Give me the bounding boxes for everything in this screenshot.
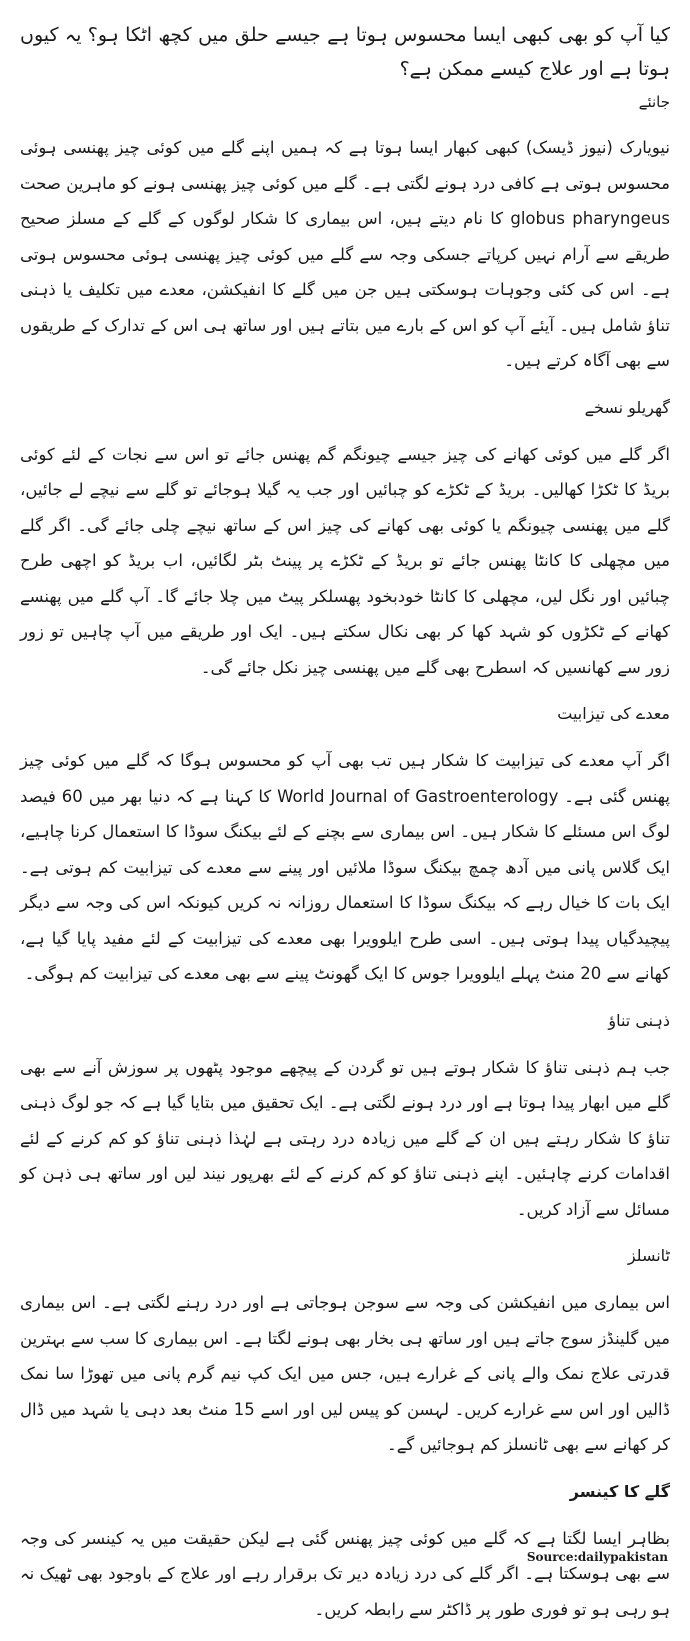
section-body-home-remedies: اگر گلے میں کوئی کھانے کی چیز جیسے چیونگم گم پھنس جائے تو اس سے نجات کے لئے کوئی بریڈ کا ٹکڑا کھالیں۔ بریڈ کے ٹکڑے کو چبائیں اور جب یہ گیلا ہوجائے تو گلے سے نیچے لے جائیں، گلے میں پھنسی چیونگم یا کوئی بھی کھانے کی چیز اس کے ساتھ نیچے چلی جائے گی۔ اگر گلے میں مچھلی کا کانٹا پھنس جائے تو بریڈ کے ٹکڑے پر پینٹ بٹر لگائیں، اب بریڈ کو اچھی طرح چبائیں اور نگل لیں، مچھلی کا کانٹا خودبخود پھسلکر پیٹ میں چلا جائے گا۔ آپ گلے میں پھنسے کھانے کے ٹکڑوں کو شہد کھا کر بھی نکال سکتے ہیں۔ ایک اور طریقے میں آپ چاہیں تو زور زور سے کھانسیں کہ اسطرح بھی گلے میں پھنسی چیز نکل جائے گی۔ [20, 444, 670, 677]
section-heading-stress: ذہنی تناؤ [608, 1010, 670, 1030]
section-heading-home-remedies: گھریلو نسخے [584, 397, 670, 417]
source-credit: Source:dailypakistan [526, 1550, 668, 1564]
section-body-tonsils: اس بیماری میں انفیکشن کی وجہ سے سوجن ہوجاتی ہے اور درد رہنے لگتی ہے۔ اس بیماری میں گلینڈز سوج جاتے ہیں اور ساتھ ہی بخار بھی ہونے لگتا ہے۔ اس بیماری کا سب سے بہترین قدرتی علاج نمک والے پانی کے غرارے ہیں، جس میں ایک کپ نیم گرم پانی میں تھوڑا سا نمک ڈالیں اور اس سے غرارے کریں۔ لہسن کو پیس لیں اور اسے 15 منٹ بعد دہی یا شہد میں ڈال کر کھانے سے بھی ٹانسلز کم ہوجائیں گے۔ [20, 1293, 670, 1454]
article-title: کیا آپ کو بھی کبھی ایسا محسوس ہوتا ہے جیسے حلق میں کچھ اٹکا ہو؟ یہ کیوں ہوتا ہے اور علاج کیسے ممکن ہے؟ [20, 24, 670, 80]
section-body-acidity: اگر آپ معدے کی تیزابیت کا شکار ہیں تب بھی آپ کو محسوس ہوگا کہ گلے میں کوئی چیز پھنس گئی ہے۔ World Journal of Gastroenterology کا کہنا ہے کہ دنیا بھر میں 60 فیصد لوگ اس مسئلے کا شکار ہیں۔ اس بیماری سے بچنے کے لئے بیکنگ سوڈا کا استعمال کرنا چاہیے، ایک گلاس پانی میں آدھ چمچ بیکنگ سوڈا ملائیں اور پینے سے معدے کی تیزابیت کم ہوتی ہے۔ ایک بات کا خیال رہے کہ بیکنگ سوڈا کا استعمال روزانہ نہ کریں کیونکہ اس کی وجہ سے دیگر پیچیدگیاں پیدا ہوتی ہیں۔ اسی طرح ایلوویرا بھی معدے کی تیزابیت کے لئے مفید پایا گیا ہے، کھانے سے 20 منٹ پہلے ایلوویرا جوس کا ایک گھونٹ پینے سے بھی معدے کی تیزابیت کم ہوگی۔ [20, 751, 670, 983]
article-subtitle: جانئے [638, 93, 670, 111]
section-heading-tonsils: ٹانسلز [627, 1246, 670, 1265]
article [20, 18, 670, 1641]
section-heading-acidity: معدے کی تیزابیت [557, 704, 670, 723]
intro-paragraph: نیویارک (نیوز ڈیسک) کبھی کبھار ایسا ہوتا ہے کہ ہمیں اپنے گلے میں کوئی چیز پھنسی ہوئی محسوس ہوتی ہے کافی درد ہونے لگتی ہے۔ گلے میں کوئی چیز پھنسی ہونے کو ماہرین صحت globus pharyngeus کا نام دیتے ہیں، اس بیماری کا شکار لوگوں کے گلے کے مسلز صحیح طریقے سے آرام نہیں کرپاتے جسکی وجہ سے گلے میں کوئی چیز پھنسی ہوئی محسوس ہوتی ہے۔ اس کی کئی وجوہات ہوسکتی ہیں جن میں گلے کا انفیکشن، معدے میں تکلیف یا ذہنی تناؤ شامل ہیں۔ آیئے آپ کو اس کے بارے میں بتاتے ہیں اور ساتھ ہی اس کے تدارک کے طریقوں سے بھی آگاہ کرتے ہیں۔ [20, 138, 670, 370]
section-body-throat-cancer: بظاہر ایسا لگتا ہے کہ گلے میں کوئی چیز پھنس گئی ہے لیکن حقیقت میں یہ کینسر کی وجہ سے بھی ہوسکتا ہے۔ اگر گلے کی درد زیادہ دیر تک برقرار رہے اور علاج کے باوجود بھی ٹھیک نہ ہو رہی ہو تو فوری طور پر ڈاکٹر سے رابطہ کریں۔ [20, 1528, 670, 1619]
section-body-stress: جب ہم ذہنی تناؤ کا شکار ہوتے ہیں تو گردن کے پیچھے موجود پٹھوں پر سوزش آنے سے بھی گلے میں ابھار پیدا ہوتا ہے اور درد ہونے لگتی ہے۔ ایک تحقیق میں بتایا گیا ہے کہ جو لوگ ذہنی تناؤ کا شکار رہتے ہیں ان کے گلے میں زیادہ درد رہتی ہے لہٰذا ذہنی تناؤ کو کم کرنے کے لئے اقدامات کرنے چاہئیں۔ اپنے ذہنی تناؤ کو کم کرنے کے لئے بھرپور نیند لیں اور ساتھ ہی ذہن کو مسائل سے آزاد کریں۔ [20, 1057, 670, 1219]
section-heading-throat-cancer: گلے کا کینسر [569, 1481, 670, 1501]
